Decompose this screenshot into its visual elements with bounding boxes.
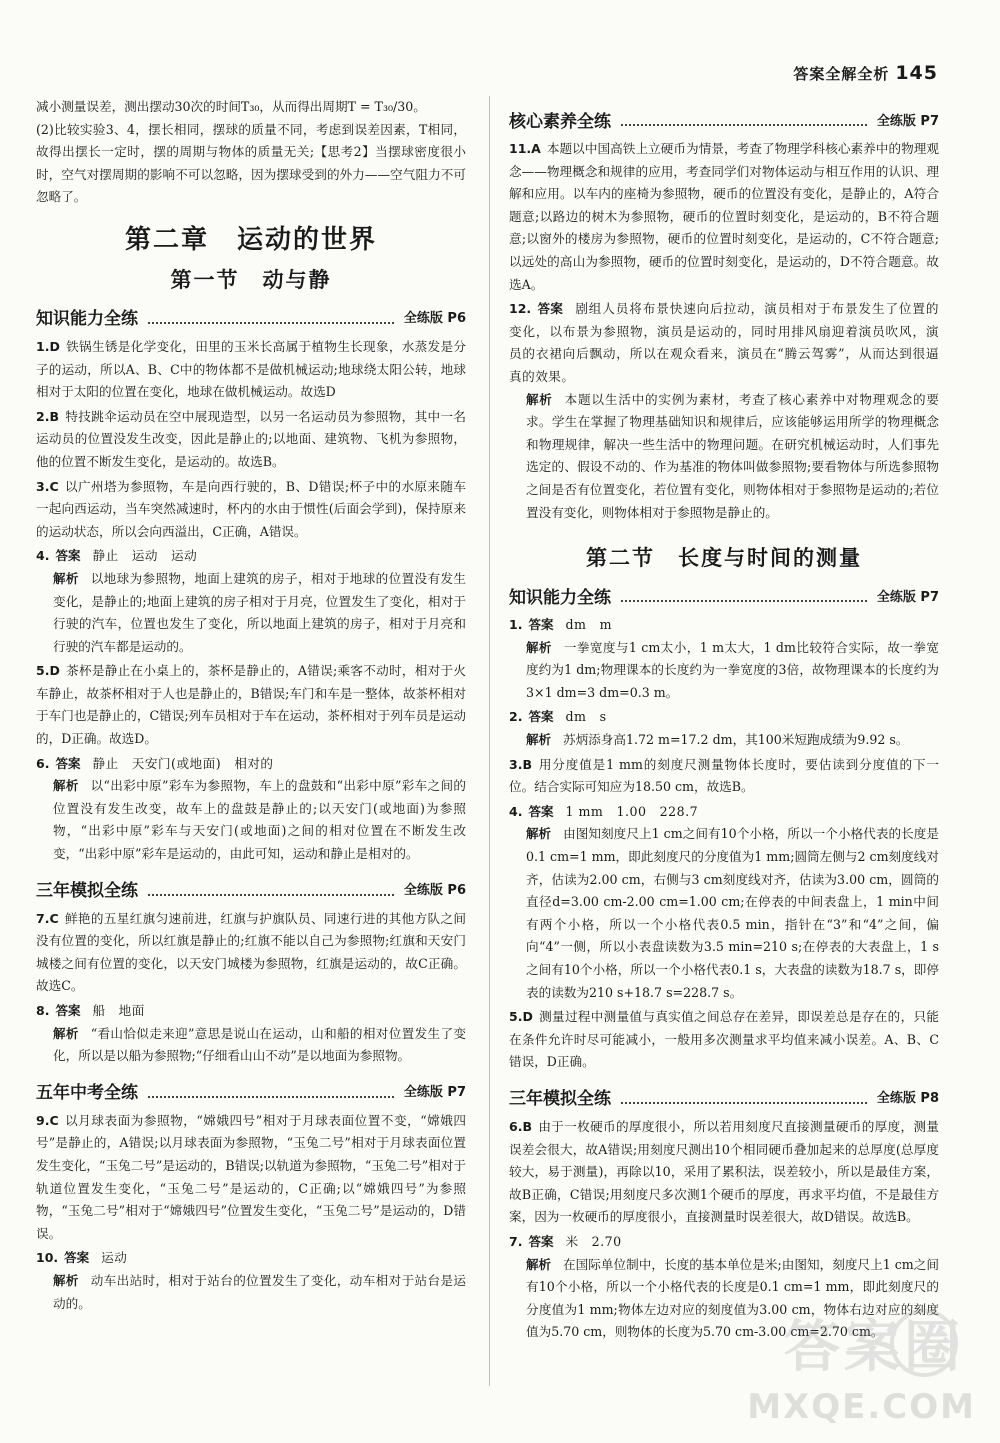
section-heading xyxy=(36,1078,466,1104)
analysis-text: 以地球为参照物，地面上建筑的房子，相对于地球的位置没有发生变化，是静止的;地面上建筑的房子相对于月亮，位置发生了变化，相对于行驶的汽车，位置也发生了变化，所以地面上建筑的房子，相对于月亮和行驶的汽车都是运动的。 xyxy=(53,570,466,654)
heading-dotted-leader xyxy=(148,1084,394,1098)
question-number: 5.D xyxy=(509,1009,533,1025)
section-page-ref: 全练版 P6 xyxy=(403,883,466,899)
intro-paragraph: (2)比较实验3、4，摆长相同，摆球的质量不同，考虑到误差因素，T相同，故得出摆长一定时，摆的周期与物体的质量无关;【思考2】当摆球密度很小时，空气对摆周期的影响不可以忽略，因为摆球受到的外力——空气阻力不可忽略了。 xyxy=(36,121,466,205)
section-heading xyxy=(36,876,466,902)
analysis-paragraph xyxy=(36,775,466,865)
analysis-tag: 解析 xyxy=(526,1256,552,1272)
entry-answer-line xyxy=(509,614,939,637)
answer-entry xyxy=(509,138,939,296)
analysis-paragraph xyxy=(509,729,939,752)
answer-tag: 答案 xyxy=(528,803,554,819)
answer-entry xyxy=(509,1006,939,1074)
analysis-tag: 解析 xyxy=(53,570,79,586)
right-blocks-before xyxy=(509,106,939,524)
header-title: 答案全解全析 xyxy=(793,65,890,83)
right-blocks-after xyxy=(509,582,939,1344)
section-page-ref: 全练版 P7 xyxy=(876,589,939,605)
column-divider xyxy=(489,96,490,1386)
question-number: 3.B xyxy=(509,756,532,772)
analysis-tag: 解析 xyxy=(526,391,553,407)
explanation-text: 茶杯是静止在小桌上的，茶杯是静止的，A错误;乘客不动时，相对于火车静止，故茶杯相对于人也是静止的，B错误;车门和车是一整体，故茶杯相对于车门也是静止的，C错误;列车员相对于车在运动，茶杯相对于列车员是运动的，D正确。故选D。 xyxy=(36,663,466,747)
section-page-ref: 全练版 P8 xyxy=(876,1091,939,1107)
question-number: 1. xyxy=(509,617,523,633)
entry-answer-line xyxy=(509,801,939,824)
right-column xyxy=(509,96,939,1344)
answer-entry xyxy=(36,1110,466,1246)
question-number: 6. xyxy=(36,755,50,771)
explanation-text: 本题以中国高铁上立硬币为情景，考查了物理学科核心素养中的物理观念——物理概念和规律的应用，考查同学们对物体运动与相互作用的认识、理解和应用。以车内的座椅为参照物，硬币的位置没有变化，是静止的，A符合题意;以路边的树木为参照物，硬币的位置时刻变化，是运动的，B不符合题意;以窗外的楼房为参照物，硬币的位置时刻变化，是运动的，C不符合题意;以远处的高山为参照物，硬币的位置时刻变化，是运动的，D不符合题意。故选A。 xyxy=(509,141,939,292)
page-number: 145 xyxy=(895,62,938,84)
heading-dotted-leader xyxy=(148,310,394,324)
analysis-paragraph xyxy=(509,823,939,1004)
entry-answer-line xyxy=(36,545,466,568)
analysis-text: 本题以生活中的实例为素材，考查了核心素养中对物理观念的要求。学生在掌握了物理基础知识和规律后，应该能够运用所学的物理概念和物理规律，解决一些生活中的物理问题。在研究机械运动时，人们事先选定的、假设不动的、作为基准的物体叫做参照物;要看物体与所选参照物之间是否有位置变化，若位置有变化，则物体相对于参照物是运动的;若位置没有变化，则物体相对于参照物是静止的。 xyxy=(526,391,939,520)
section-page-ref: 全练版 P7 xyxy=(403,1085,466,1101)
analysis-paragraph xyxy=(36,568,466,658)
analysis-text: 由图知刻度尺上1 cm之间有10个小格，所以一个小格代表的长度是0.1 cm=1 mm，即此刻度尺的分度值为1 mm;圆筒左侧与2 cm刻度线对齐，估读为2.00 cm，右侧与3 cm刻度线对齐，估读为3.00 cm，圆筒的直径d=3.00 cm-2.00 cm=1.00 cm;在停表的中间表盘上，1 min中间有两个小格，所以一个小格代表0.5 min，指针在“3”和“4”之间，偏向“4”一侧，所以小表盘读数为3.5 min=210 s;在停表的大表盘上，1 s之间有10个小格，所以一个小格代表0.1 s，大表盘的读数为18.7 s，即停表的读数为210 s+18.7 s=228.7 s。 xyxy=(526,826,939,1000)
entry-answer-line xyxy=(36,336,466,404)
analysis-paragraph xyxy=(36,1023,466,1068)
answer-text: 静止 天安门(或地面) 相对的 xyxy=(92,755,274,771)
answer-entry xyxy=(36,336,466,404)
section-heading-label: 核心素养全练 xyxy=(509,111,611,132)
answer-entry xyxy=(509,801,939,1004)
answer-entry xyxy=(509,754,939,799)
heading-dotted-leader xyxy=(621,1090,867,1104)
answer-tag: 答案 xyxy=(55,1003,81,1018)
analysis-tag: 解析 xyxy=(53,778,79,794)
question-number: 6.B xyxy=(509,1118,532,1134)
heading-dotted-leader xyxy=(148,882,394,896)
question-number: 4. xyxy=(509,803,523,819)
question-number: 4. xyxy=(36,548,50,564)
explanation-text: 以月球表面为参照物，“嫦娥四号”相对于月球表面位置不变，“嫦娥四号”是静止的，A错误;以月球表面为参照物，“玉兔二号”相对于月球表面位置发生变化，“玉兔二号”是运动的，B错误;以轨道为参照物，“玉兔二号”相对于轨道位置发生变化，“玉兔二号”是运动的，C正确;以“嫦娥四号”为参照物，“玉兔二号”相对于“嫦娥四号”位置发生变化，“玉兔二号”是运动的，D错误。 xyxy=(36,1112,466,1241)
explanation-text: 铁锅生锈是化学变化，田里的玉米长高属于植物生长现象，水蒸发是分子的运动，所以A、B、C中的物体都不是做机械运动;地球绕太阳公转，地球相对于太阳的位置在变化，地球在做机械运动。故选D xyxy=(36,338,466,400)
question-number: 8. xyxy=(36,1003,50,1018)
heading-dotted-leader xyxy=(621,588,867,602)
answer-entry xyxy=(36,1000,466,1068)
explanation-text: 用分度值是1 mm的刻度尺测量物体长度时，要估读到分度值的下一位。结合实际可知应为18.50 cm，故选B。 xyxy=(509,756,939,795)
explanation-text: 测量过程中测量值与真实值之间总存在差异，即误差总是存在的，只能在条件允许时尽可能减小，一般用多次测量求平均值来减小误差。A、B、C错误，D正确。 xyxy=(509,1009,939,1070)
answer-entry xyxy=(36,660,466,750)
section-heading xyxy=(36,304,466,330)
entry-answer-line xyxy=(36,1000,466,1023)
section-heading-label: 知识能力全练 xyxy=(509,587,611,608)
entry-answer-line xyxy=(36,753,466,776)
answer-text: 剧组人员将布景快速向后拉动，演员相对于布景发生了位置的变化，以布景为参照物，演员是运动的，同时用排风扇迎着演员吹风，演员的衣裙向后飘动，所以在观众看来，演员在“腾云驾雾”，从而达到很逼真的效果。 xyxy=(509,301,939,384)
chapter-title: 第二章 运动的世界 xyxy=(124,224,377,255)
explanation-text: 特技跳伞运动员在空中展现造型，以另一名运动员为参照物，其中一名运动员的位置没发生改变，因此是静止的;以地面、建筑物、飞机为参照物，他的位置不断发生变化，是运动的。故选B。 xyxy=(36,408,466,469)
question-number: 2. xyxy=(509,709,523,725)
answer-tag: 答案 xyxy=(528,617,554,633)
entry-answer-line xyxy=(36,1247,466,1270)
section-heading xyxy=(509,106,939,132)
analysis-paragraph xyxy=(509,389,939,525)
answer-entry xyxy=(509,706,939,751)
question-number: 7. xyxy=(509,1233,523,1249)
question-number: 1.D xyxy=(36,338,60,354)
answer-text: 运动 xyxy=(101,1250,128,1266)
answer-tag: 答案 xyxy=(528,1233,554,1249)
explanation-text: 以广州塔为参照物，车是向西行驶的，B、D错误;杯子中的水原来随车一起向西运动，当车突然减速时，杯内的水由于惯性(后面会学到)，保持原来的运动状态，所以会向西溢出，C正确，A错误。 xyxy=(36,478,466,539)
explanation-text: 由于一枚硬币的厚度很小，所以若用刻度尺直接测量硬币的厚度，测量误差会很大，故A错误;用刻度尺测出10个相同硬币叠加起来的总厚度(总厚度较大，易于测量)，再除以10，采用了累积法，误差较小，所以是最佳方案，故B正确，C错误;用刻度尺多次测1个硬币的厚度，再求平均值，不是最佳方案，因为一枚硬币的厚度很小，直接测量时误差很大，故D错误。故选B。 xyxy=(509,1118,939,1225)
entry-answer-line xyxy=(509,138,939,296)
section-page-ref: 全练版 P7 xyxy=(876,113,939,129)
analysis-tag: 解析 xyxy=(526,732,552,748)
watermark xyxy=(747,1315,980,1437)
analysis-text: “看山恰似走来迎”意思是说山在运动，山和船的相对位置发生了变化，所以是以船为参照物;“仔细看山山不动”是以地面为参照物。 xyxy=(53,1025,466,1064)
answer-tag: 答案 xyxy=(537,301,564,317)
entry-answer-line xyxy=(509,298,939,388)
left-column xyxy=(36,96,466,1315)
answer-text: 1 mm 1.00 228.7 xyxy=(565,803,699,819)
answer-tag: 答案 xyxy=(528,709,554,725)
analysis-tag: 解析 xyxy=(526,639,552,655)
entry-answer-line xyxy=(509,1006,939,1074)
answer-entry xyxy=(36,1247,466,1315)
analysis-tag: 解析 xyxy=(526,826,552,842)
answer-entry xyxy=(36,406,466,474)
section-heading-label: 三年模拟全练 xyxy=(509,1089,611,1110)
section-title: 第一节 动与静 xyxy=(170,267,332,292)
answer-entry xyxy=(36,908,466,998)
explanation-text: 鲜艳的五星红旗匀速前进，红旗与护旗队员、同速行进的其他方队之间没有位置的变化，所以红旗是静止的;红旗不能以自己为参照物;红旗和天安门城楼之间有位置的变化，以天安门城楼为参照物，红旗是运动的，故C正确。故选C。 xyxy=(36,910,466,994)
heading-dotted-leader xyxy=(621,112,867,126)
section-heading xyxy=(509,582,939,608)
question-number: 12. xyxy=(509,301,532,317)
analysis-text: 在国际单位制中，长度的基本单位是米;由图知，刻度尺上1 cm之间有10个小格，所以一个小格代表的长度是0.1 cm=1 mm，即此刻度尺的分度值为1 mm;物体左边对应的刻度值为3.00 cm，物体右边对应的刻度值为5.70 cm，则物体的长度为5.70 cm-3.00 cm=2.70 cm。 xyxy=(526,1256,939,1340)
answer-entry xyxy=(509,298,939,524)
answer-entry xyxy=(36,545,466,658)
section-heading-label: 三年模拟全练 xyxy=(36,881,138,902)
analysis-text: 以“出彩中原”彩车为参照物，车上的盘鼓和“出彩中原”彩车之间的位置没有发生改变，故车上的盘鼓是静止的;以天安门(或地面)为参照物，“出彩中原”彩车与天安门(或地面)之间的相对位置在不断发生改变，“出彩中原”彩车是运动的，由此可知，运动和静止是相对的。 xyxy=(53,778,466,862)
answer-tag: 答案 xyxy=(64,1250,90,1266)
answer-text: 船 地面 xyxy=(92,1003,145,1018)
answer-text: dm m xyxy=(565,617,613,633)
question-number: 11.A xyxy=(509,141,541,156)
answer-text: 静止 运动 运动 xyxy=(92,548,198,564)
section-title-2: 第二节 长度与时间的测量 xyxy=(586,546,862,571)
answer-tag: 答案 xyxy=(55,548,81,564)
analysis-paragraph xyxy=(36,1270,466,1315)
entry-answer-line xyxy=(36,476,466,544)
section-heading xyxy=(509,1084,939,1110)
entry-answer-line xyxy=(36,406,466,474)
entry-answer-line xyxy=(509,1231,939,1254)
intro-paragraph: 减小测量误差，测出摆动30次的时间T₃₀，从而得出周期T = T₃₀/30。 xyxy=(36,99,426,114)
section-heading-label: 五年中考全练 xyxy=(36,1083,138,1104)
answer-text: 米 2.70 xyxy=(565,1233,622,1249)
section-page-ref: 全练版 P6 xyxy=(403,311,466,327)
question-number: 5.D xyxy=(36,663,60,679)
answer-entry xyxy=(36,753,466,866)
analysis-tag: 解析 xyxy=(53,1025,79,1041)
analysis-text: 一拳宽度与1 cm太小，1 m太大，1 dm比较符合实际，故一拳宽度约为1 dm;物理课本的长度约为一拳宽度的3倍，故物理课本的长度约为3×1 dm=3 dm=0.3 m。 xyxy=(526,639,939,700)
entry-answer-line xyxy=(509,754,939,799)
watermark-glyphs: 答案圈 xyxy=(784,1315,964,1380)
analysis-tag: 解析 xyxy=(53,1272,79,1288)
answer-text: dm s xyxy=(565,709,607,725)
answer-tag: 答案 xyxy=(55,755,81,771)
question-number: 2.B xyxy=(36,408,59,424)
answer-entry xyxy=(509,1116,939,1229)
entry-answer-line xyxy=(509,1116,939,1229)
left-blocks xyxy=(36,304,466,1315)
entry-answer-line xyxy=(509,706,939,729)
answer-entry xyxy=(509,614,939,704)
question-number: 3.C xyxy=(36,478,59,494)
question-number: 9.C xyxy=(36,1112,59,1128)
entry-answer-line xyxy=(36,660,466,750)
page-header xyxy=(793,62,938,84)
answer-entry xyxy=(36,476,466,544)
analysis-text: 苏炳添身高1.72 m=17.2 dm，其100米短跑成绩为9.92 s。 xyxy=(563,732,909,748)
watermark-site: MXQE.COM xyxy=(747,1387,976,1427)
section-heading-label: 知识能力全练 xyxy=(36,309,138,330)
entry-answer-line xyxy=(36,1110,466,1246)
question-number: 7.C xyxy=(36,910,59,926)
analysis-paragraph xyxy=(509,637,939,705)
analysis-text: 动车出站时，相对于站台的位置发生了变化，动车相对于站台是运动的。 xyxy=(53,1272,466,1311)
question-number: 10. xyxy=(36,1250,59,1266)
entry-answer-line xyxy=(36,908,466,998)
